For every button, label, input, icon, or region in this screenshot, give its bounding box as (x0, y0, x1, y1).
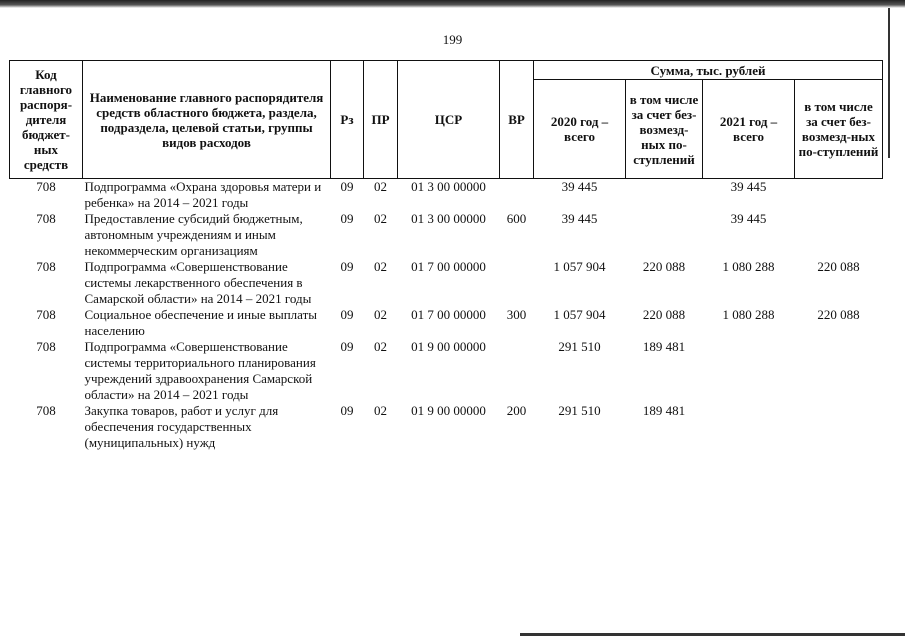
cell-csr: 01 9 00 00000 (411, 339, 486, 354)
cell-csr: 01 3 00 00000 (411, 211, 486, 226)
cell-2021-total (703, 339, 795, 403)
cell-2021-free: 220 088 (817, 259, 860, 274)
cell-vr (500, 259, 534, 307)
cell-2021-total (703, 403, 795, 451)
cell-2021-free (795, 403, 883, 451)
budget-table (9, 60, 883, 451)
header-csr: ЦСР (398, 61, 500, 179)
cell-2020-total: 39 445 (561, 179, 598, 194)
cell-2021-total: 1 080 288 (722, 307, 775, 322)
cell-code: 708 (36, 339, 56, 354)
cell-vr (500, 339, 534, 403)
cell-name: Предоставление субсидий бюджетным, автономным учреждениям и иным некоммерческим организациям (84, 211, 303, 258)
cell-2021-total: 1 080 288 (722, 259, 775, 274)
cell-csr: 01 9 00 00000 (411, 403, 486, 418)
table-body (10, 179, 883, 452)
cell-2020-free: 189 481 (642, 403, 686, 418)
table-row (10, 307, 883, 339)
table-row (10, 179, 883, 212)
cell-rz: 09 (340, 307, 354, 322)
cell-2020-total: 1 057 904 (553, 307, 606, 322)
cell-csr: 01 7 00 00000 (411, 307, 486, 322)
cell-2020-free (626, 211, 703, 259)
cell-2021-total: 39 445 (730, 179, 767, 194)
cell-pr: 02 (374, 259, 387, 274)
cell-2020-free (626, 179, 703, 212)
header-2021-total: 2021 год – всего (703, 80, 795, 179)
header-vr: ВР (500, 61, 534, 179)
cell-name: Социальное обеспечение и иные выплаты населению (84, 307, 318, 338)
cell-vr (500, 179, 534, 212)
cell-2021-free (795, 211, 883, 259)
cell-rz: 09 (340, 179, 354, 194)
header-row (10, 61, 883, 80)
cell-code: 708 (36, 307, 56, 322)
cell-pr: 02 (374, 339, 387, 354)
header-2021-free: в том числе за счет без-возмезд-ных по-ступлений (795, 80, 883, 179)
cell-csr: 01 3 00 00000 (411, 179, 486, 194)
cell-2021-free (795, 179, 883, 212)
cell-rz: 09 (340, 259, 354, 274)
cell-rz: 09 (340, 339, 354, 354)
cell-name: Подпрограмма «Совершенствование системы территориального планирования учреждений здравоохранения Самарской области» на 2014 – 2021 годы (84, 339, 316, 402)
cell-code: 708 (36, 259, 56, 274)
cell-2020-total: 291 510 (558, 339, 601, 354)
cell-code: 708 (36, 403, 56, 418)
table-row (10, 259, 883, 307)
cell-rz: 09 (340, 211, 354, 226)
cell-pr: 02 (374, 307, 387, 322)
header-sum: Сумма, тыс. рублей (534, 61, 883, 80)
cell-code: 708 (36, 211, 56, 226)
cell-pr: 02 (374, 211, 387, 226)
page-number: 199 (442, 32, 463, 47)
cell-2020-free: 220 088 (642, 307, 686, 322)
table-row (10, 403, 883, 451)
cell-2021-total: 39 445 (730, 211, 767, 226)
cell-2020-free: 220 088 (642, 259, 686, 274)
cell-name: Подпрограмма «Охрана здоровья матери и ребенка» на 2014 – 2021 годы (84, 179, 322, 210)
scan-edge-right (888, 8, 890, 158)
header-2020-total: 2020 год – всего (534, 80, 626, 179)
cell-2021-free: 220 088 (817, 307, 860, 322)
cell-2020-free: 189 481 (642, 339, 686, 354)
cell-vr: 200 (506, 403, 527, 418)
cell-rz: 09 (340, 403, 354, 418)
cell-2021-free (795, 339, 883, 403)
cell-2020-total: 39 445 (561, 211, 598, 226)
header-2020-free: в том числе за счет без-возмезд-ных по-ступлений (626, 80, 703, 179)
cell-vr: 300 (506, 307, 527, 322)
header-name: Наименование главного распорядителя средств областного бюджета, раздела, подраздела, целевой статьи, группы видов расходов (83, 61, 331, 179)
cell-csr: 01 7 00 00000 (411, 259, 486, 274)
cell-pr: 02 (374, 403, 387, 418)
scan-edge-top (0, 0, 905, 8)
cell-code: 708 (36, 179, 56, 194)
cell-name: Подпрограмма «Совершенствование системы лекарственного обеспечения в Самарской области» на 2014 – 2021 годы (84, 259, 312, 306)
header-code: Код главного распоря-дителя бюджет-ных средств (10, 61, 83, 179)
scan-edge-bottom (520, 633, 905, 636)
header-rz: Рз (331, 61, 364, 179)
cell-vr: 600 (506, 211, 527, 226)
table-row (10, 339, 883, 403)
cell-2020-total: 291 510 (558, 403, 601, 418)
cell-2020-total: 1 057 904 (553, 259, 606, 274)
cell-name: Закупка товаров, работ и услуг для обеспечения государственных (муниципальных) нужд (84, 403, 279, 450)
header-pr: ПР (364, 61, 398, 179)
table-row (10, 211, 883, 259)
cell-pr: 02 (374, 179, 387, 194)
